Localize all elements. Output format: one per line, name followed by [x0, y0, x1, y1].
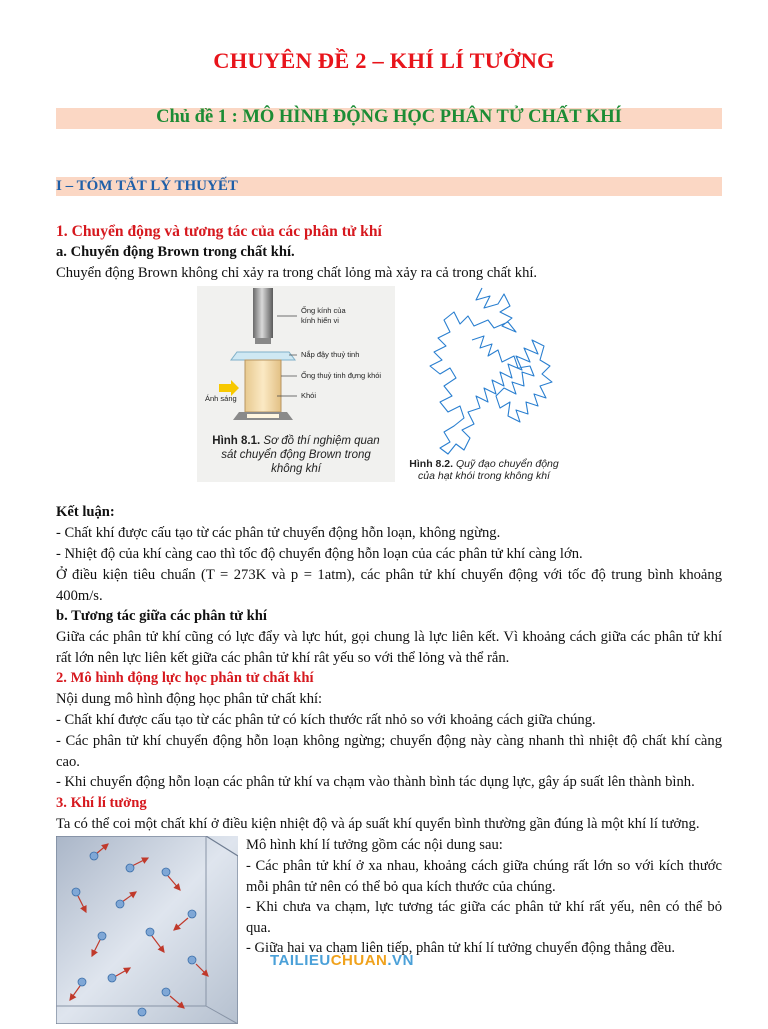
brownian-trajectory [404, 282, 564, 457]
conclusion-item-3: Ở điều kiện tiêu chuẩn (T = 273K và p = 1atm), các phân tử khí chuyển động với tốc độ trung bình khoảng 400m/s. [56, 567, 722, 604]
section3-item-1: - Các phân tử khí ở xa nhau, khoảng cách giữa chúng rất lớn so với kích thước mỗi phân tử nên có thể bỏ qua kích thước của chúng. [246, 858, 722, 895]
section3-item-3: - Giữa hai va chạm liên tiếp, phân tử khí lí tưởng chuyển động thẳng đều. [246, 940, 676, 956]
page-title: CHUYÊN ĐỀ 2 – KHÍ LÍ TƯỞNG [213, 48, 555, 73]
heading-1b: b. Tương tác giữa các phân tử khí [56, 608, 267, 624]
caption-line-1: Sơ đồ thí nghiệm quan [263, 435, 380, 447]
paragraph-b: Giữa các phân tử khí cũng có lực đẩy và lực hút, gọi chung là lực liên kết. Vì khoảng cách giữa các phân tử khí rất lớn nên lực liên kết giữa các phân tử khí rât yếu so với thể lỏng và thể rắn. [56, 629, 722, 666]
caption-2-line-1: Quỹ đạo chuyển động [455, 458, 559, 470]
gas-container-illustration [56, 836, 238, 1024]
watermark-logo [270, 952, 414, 969]
figure-8-2-caption [404, 458, 564, 482]
heading-1a: a. Chuyển động Brown trong chất khí. [56, 244, 295, 260]
heading-1: 1. Chuyển động và tương tác của các phân tử khí [56, 223, 382, 240]
caption-line-3: không khí [271, 463, 321, 475]
heading-3: 3. Khí lí tưởng [56, 795, 147, 811]
figure-8-1-caption [203, 434, 389, 476]
figure-8-2 [404, 282, 564, 482]
section2-item-1: - Chất khí được cấu tạo từ các phân tử có kích thước rất nhỏ so với khoảng cách giữa chúng. [56, 712, 596, 728]
conclusion-title: Kết luận: [56, 504, 115, 520]
ideal-gas-box-figure [56, 836, 238, 1024]
label-lens-2: kính hiển vi [301, 316, 339, 325]
section-title: I – TÓM TẮT LÝ THUYẾT [56, 178, 238, 194]
conclusion-item-2: - Nhiệt độ của khí càng cao thì tốc độ chuyển động hỗn loạn của các phân tử khí càng lớn. [56, 546, 583, 562]
caption-2-line-2: của hạt khói trong không khí [418, 470, 550, 482]
paragraph-a: Chuyển động Brown không chỉ xảy ra trong chất lỏng mà xảy ra cả trong chất khí. [56, 265, 538, 281]
label-tube: Ống thuỷ tinh đựng khói [301, 371, 382, 380]
section3-intro: Ta có thể coi một chất khí ở điều kiện nhiệt độ và áp suất khí quyển bình thường gần đúng là một khí lí tưởng. [56, 816, 700, 832]
section3-item-2: - Khi chưa va chạm, lực tương tác giữa các phân tử khí rất yếu, nên có thể bỏ qua. [246, 899, 722, 936]
section2-item-2: - Các phân tử khí chuyển động hỗn loạn không ngừng; chuyển động này càng nhanh thì nhiệt độ chất khí càng cao. [56, 733, 722, 770]
heading-2: 2. Mô hình động lực học phân tử chất khí [56, 670, 314, 686]
label-smoke: Khói [301, 391, 317, 400]
watermark-part-3: .VN [387, 952, 414, 969]
label-lens: Ống kính của [301, 306, 346, 315]
topic-subtitle: Chủ đề 1 : MÔ HÌNH ĐỘNG HỌC PHÂN TỬ CHẤT KHÍ [156, 107, 622, 127]
caption-line-2: sát chuyển động Brown trong [221, 449, 371, 461]
figure-8-1 [197, 286, 395, 482]
conclusion-item-1: - Chất khí được cấu tạo từ các phân tử chuyển động hỗn loạn, không ngừng. [56, 525, 501, 541]
caption-number: Hình 8.1. [212, 435, 261, 447]
section2-intro: Nội dung mô hình động học phân tử chất khí: [56, 691, 323, 707]
label-cover: Nắp đậy thuỷ tinh [301, 350, 360, 359]
section3-model-intro: Mô hình khí lí tưởng gồm các nội dung sau: [246, 837, 503, 853]
caption-number-2: Hình 8.2. [409, 458, 454, 470]
label-light: Ánh sáng [205, 394, 237, 403]
section2-item-3: - Khi chuyển động hỗn loạn các phân tử khí va chạm vào thành bình tác dụng lực, gây áp suất lên thành bình. [56, 774, 695, 790]
watermark-part-1: TAILIEU [270, 952, 331, 969]
watermark-part-2: CHUAN [330, 952, 388, 969]
